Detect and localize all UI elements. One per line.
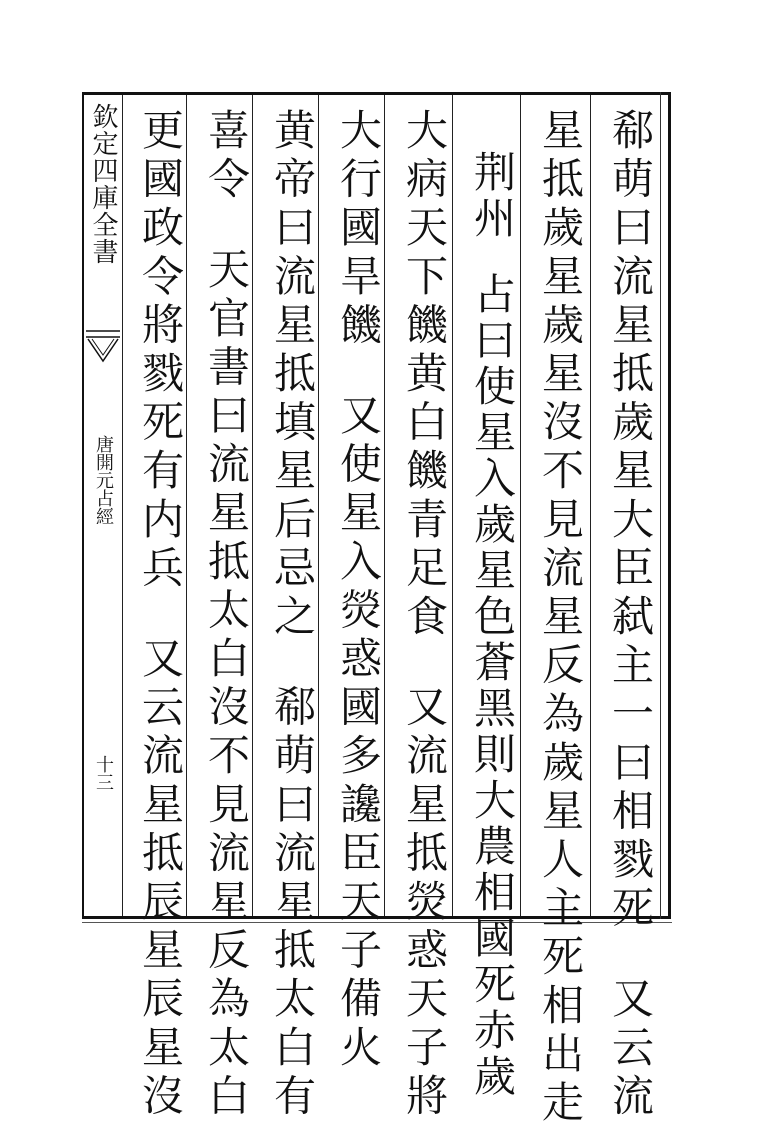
fishtail-mark-icon [86, 327, 120, 367]
text-segment: 郗萌曰流星抵歲星大臣弑主一曰相戮死 [606, 108, 655, 935]
frame-right-outer-border [668, 92, 671, 919]
collection-title: 欽定四庫全書 [88, 103, 118, 265]
text-segment: 天官書曰流星抵太白沒不見流星反為太白 [202, 247, 251, 1123]
text-segment: 郗萌曰流星抵太白有 [268, 684, 317, 1123]
text-column-4 [396, 108, 452, 1123]
frame-top-border [82, 92, 670, 95]
column-divider [590, 95, 591, 916]
text-segment: 更國政令將戮死有内兵 [136, 108, 185, 594]
column-divider [122, 95, 123, 916]
text-segment: 荆州 [468, 150, 517, 242]
text-segment: 又云流 [606, 976, 655, 1123]
column-divider [452, 95, 453, 916]
text-segment: 又流星抵熒惑天子將 [400, 684, 449, 1123]
text-column-8 [132, 108, 188, 1122]
text-segment: 大病天下饑黄白饑青足食 [400, 108, 449, 643]
page-number: 十三 [93, 755, 114, 791]
text-column-1 [602, 108, 658, 1123]
text-column-6 [264, 108, 320, 1123]
book-subtitle: 唐開元占經 [93, 435, 114, 525]
text-segment: 黄帝曰流星抵填星后忌之 [268, 108, 317, 643]
text-segment: 又使星入熒惑國多讒臣天子備火 [334, 393, 383, 1074]
column-divider [520, 95, 521, 916]
text-segment: 占曰使星入歲星色蒼黑則大農相國死赤歲 [468, 272, 517, 1100]
text-column-3 [464, 150, 520, 1100]
text-column-2 [532, 108, 588, 1129]
text-segment: 大行國旱饑 [334, 108, 383, 351]
text-segment: 又云流星抵辰星辰星沒 [136, 636, 185, 1122]
text-column-5 [330, 108, 386, 1074]
text-segment: 喜令 [202, 108, 251, 206]
text-segment: 星抵歲星歲星沒不見流星反為歲星人主死相出走 [536, 108, 585, 1129]
margin-strip [84, 95, 122, 916]
frame-right-inner-border [660, 92, 661, 919]
text-column-7 [198, 108, 254, 1123]
